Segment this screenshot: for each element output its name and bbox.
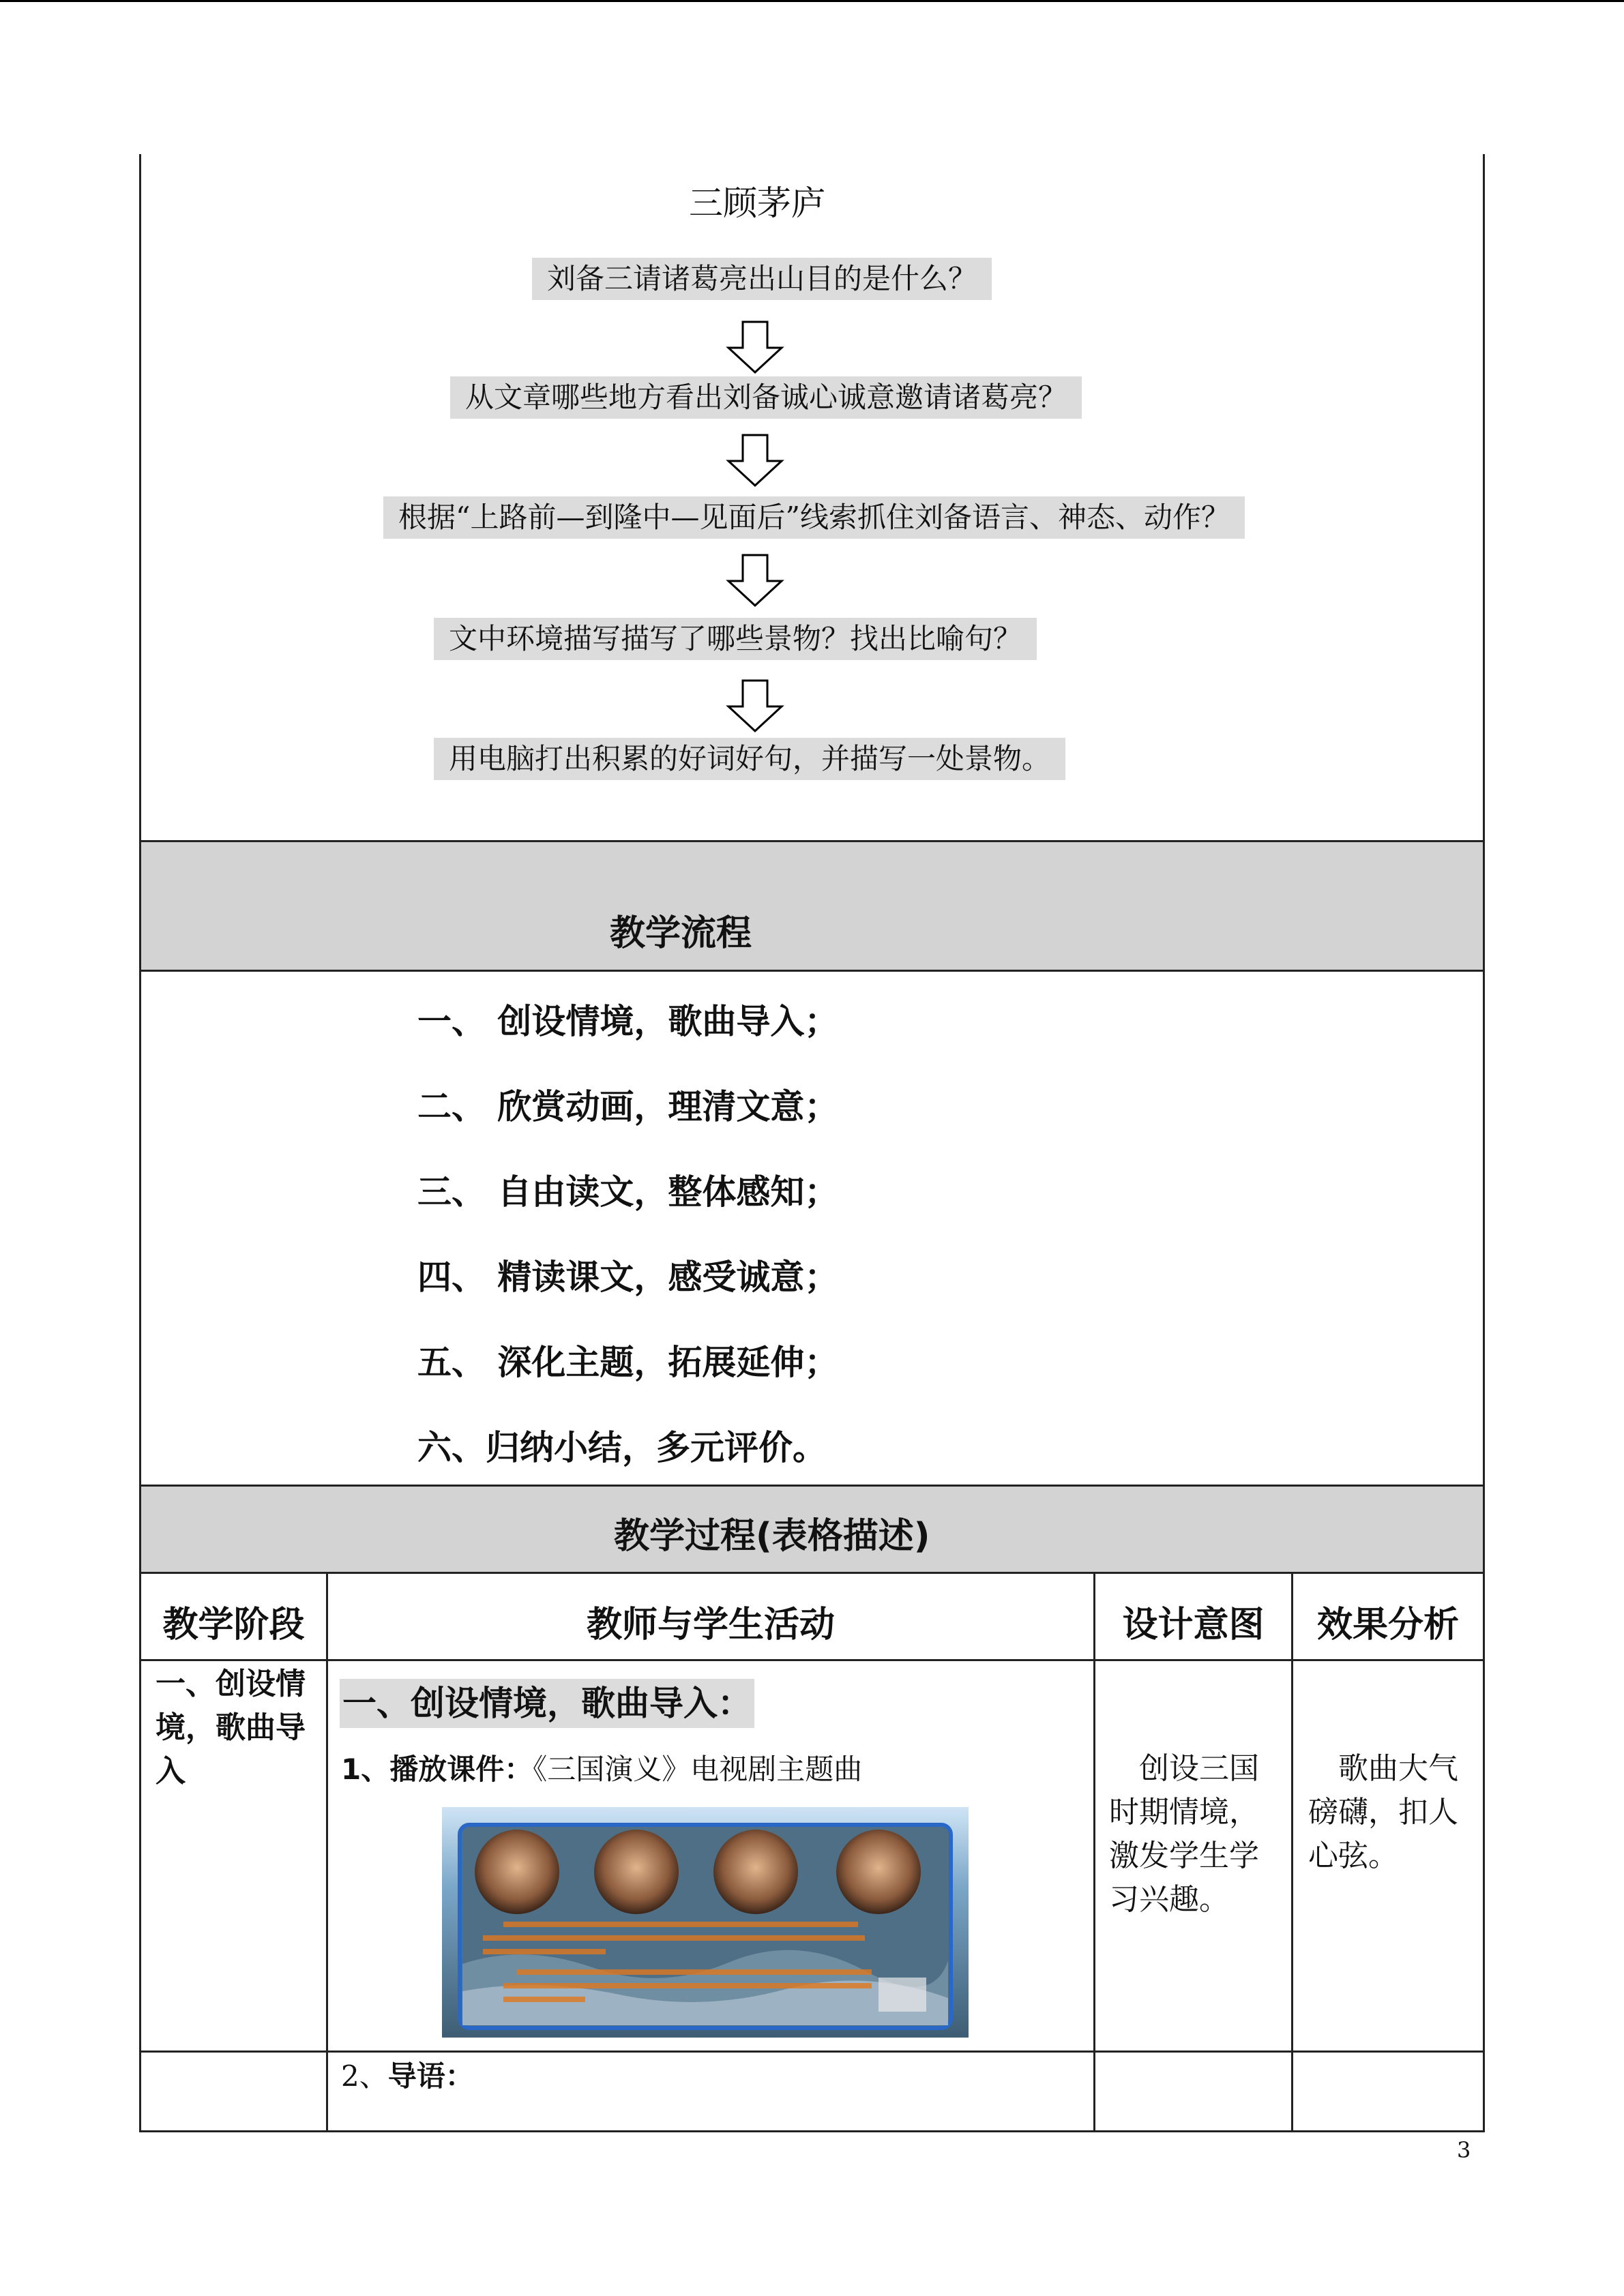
- flow-item-5: 五、 深化主题，拓展延伸；: [417, 1343, 839, 1382]
- header-stage: 教学阶段: [162, 1605, 305, 1645]
- column-divider: [1093, 1572, 1095, 2132]
- three-kingdoms-courseware-image: [442, 1807, 969, 2038]
- table-bottom-border: [139, 2130, 1485, 2132]
- row1-item-text: 《三国演义》电视剧主题曲: [533, 1753, 863, 1786]
- page-number: 3: [1457, 2137, 1471, 2163]
- flow-section-title: 教学流程: [610, 913, 752, 954]
- flowchart-title: 三顾茅庐: [689, 183, 825, 223]
- row1-heading: 一、创设情境，歌曲导入：: [340, 1679, 754, 1728]
- flow-item-2: 二、 欣赏动画，理清文意；: [417, 1087, 839, 1127]
- row1-item-label: 1、播放课件：: [341, 1753, 533, 1786]
- header-intent: 设计意图: [1122, 1605, 1265, 1645]
- down-arrow-icon: [724, 434, 786, 488]
- table-divider: [139, 2051, 1485, 2053]
- row2-item-label: 导语：: [387, 2059, 474, 2093]
- process-section-title: 教学过程(表格描述): [614, 1516, 930, 1557]
- down-arrow-icon: [724, 679, 786, 734]
- down-arrow-icon: [724, 554, 786, 608]
- row2-item: [341, 2054, 474, 2095]
- flow-step-4: 文中环境描写描写了哪些景物？找出比喻句？: [434, 618, 1037, 660]
- flow-item-1: 一、 创设情境，歌曲导入；: [417, 1002, 839, 1041]
- flow-item-6: 六、归纳小结，多元评价。: [417, 1428, 827, 1467]
- table-divider: [139, 970, 1485, 972]
- row1-effect: 歌曲大气磅礴，扣人心弦。: [1308, 1751, 1458, 1873]
- column-divider: [326, 1572, 328, 2132]
- table-right-border: [1483, 154, 1485, 2132]
- row1-stage: 一、创设情境，歌曲导入: [156, 1667, 306, 1789]
- table-divider: [139, 1659, 1485, 1661]
- page-top-border: [0, 0, 1624, 2]
- header-effect: 效果分析: [1316, 1605, 1459, 1645]
- flow-step-3: 根据“上路前—到隆中—见面后”线索抓住刘备语言、神态、动作？: [383, 496, 1245, 539]
- flow-step-1: 刘备三请诸葛亮出山目的是什么？: [532, 258, 992, 300]
- flow-item-3: 三、 自由读文，整体感知；: [417, 1172, 839, 1212]
- flow-item-4: 四、 精读课文，感受诚意；: [417, 1257, 839, 1297]
- down-arrow-icon: [724, 320, 786, 375]
- flow-section-header-bg: [141, 842, 1483, 970]
- table-divider: [139, 1572, 1485, 1574]
- row1-intent: 创设三国时期情境，激发学生学习兴趣。: [1109, 1751, 1259, 1917]
- row1-item: [341, 1747, 862, 1788]
- table-left-border: [139, 154, 141, 2132]
- row2-item-num: 2、: [341, 2059, 388, 2093]
- header-activity: 教师与学生活动: [586, 1605, 835, 1645]
- flow-step-2: 从文章哪些地方看出刘备诚心诚意邀请诸葛亮？: [450, 376, 1082, 419]
- column-divider: [1291, 1572, 1293, 2132]
- flow-step-5: 用电脑打出积累的好词好句，并描写一处景物。: [434, 738, 1065, 780]
